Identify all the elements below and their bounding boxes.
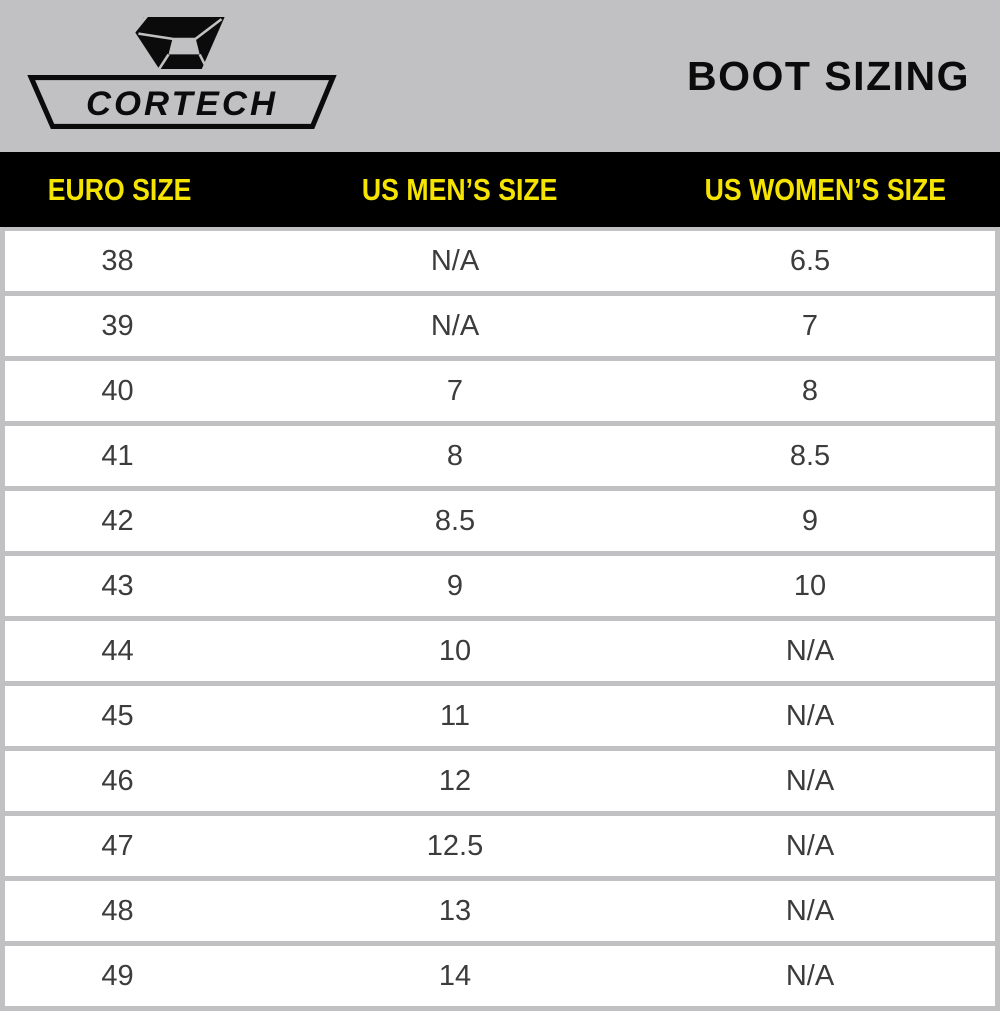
- cell-us-womens-size: 8.5: [789, 439, 831, 472]
- cell-us-womens-size: 7: [801, 309, 819, 342]
- cell-us-mens-size: 12.5: [426, 829, 484, 862]
- cell-us-mens-size: 8: [446, 439, 464, 472]
- cell-euro-size: 49: [101, 959, 134, 992]
- cortech-wordmark: [22, 74, 340, 132]
- cell-us-mens-size: N/A: [430, 244, 480, 277]
- cell-euro-size: 48: [101, 894, 134, 927]
- table-row: [5, 621, 995, 681]
- column-header-us-mens-size: US MEN’S SIZE: [362, 171, 558, 207]
- cortech-visor-emblem-icon: [22, 14, 340, 70]
- cell-us-womens-size: 9: [801, 504, 819, 537]
- table-row: [5, 751, 995, 811]
- table-row: [5, 946, 995, 1006]
- page-header: [0, 0, 1000, 152]
- cell-us-womens-size: 8: [801, 374, 819, 407]
- cell-euro-size: 40: [101, 374, 134, 407]
- footer-strip: [0, 1011, 1000, 1031]
- table-row: [5, 231, 995, 291]
- cell-euro-size: 43: [101, 569, 134, 602]
- cortech-wordmark-text: CORTECH: [85, 85, 279, 124]
- cell-us-mens-size: N/A: [430, 309, 480, 342]
- cell-us-mens-size: 9: [446, 569, 464, 602]
- table-row: [5, 361, 995, 421]
- column-header-euro-size: EURO SIZE: [48, 171, 192, 207]
- table-row: [5, 556, 995, 616]
- cell-us-mens-size: 10: [438, 634, 472, 667]
- cell-euro-size: 44: [101, 634, 134, 667]
- cell-us-mens-size: 7: [446, 374, 464, 407]
- table-header-row: [0, 152, 1000, 227]
- cell-us-womens-size: 6.5: [789, 244, 831, 277]
- cortech-logo: [22, 14, 340, 136]
- cell-us-womens-size: N/A: [785, 959, 835, 992]
- table-row: [5, 491, 995, 551]
- cell-euro-size: 42: [101, 504, 134, 537]
- page-title: BOOT SIZING: [687, 52, 970, 99]
- cell-us-mens-size: 13: [438, 894, 472, 927]
- cell-us-womens-size: N/A: [785, 894, 835, 927]
- cell-us-womens-size: 10: [793, 569, 827, 602]
- cell-euro-size: 45: [101, 699, 134, 732]
- cell-euro-size: 39: [101, 309, 134, 342]
- cell-us-mens-size: 8.5: [434, 504, 476, 537]
- cell-us-womens-size: N/A: [785, 634, 835, 667]
- table-row: [5, 296, 995, 356]
- size-table: [0, 227, 1000, 1011]
- cell-euro-size: 38: [101, 244, 134, 277]
- cell-us-mens-size: 14: [438, 959, 472, 992]
- table-row: [5, 816, 995, 876]
- cell-euro-size: 47: [101, 829, 134, 862]
- table-row: [5, 881, 995, 941]
- table-row: [5, 426, 995, 486]
- cell-us-mens-size: 11: [439, 699, 471, 732]
- cell-euro-size: 41: [101, 439, 134, 472]
- cell-us-womens-size: N/A: [785, 829, 835, 862]
- cell-us-mens-size: 12: [438, 764, 472, 797]
- cell-us-womens-size: N/A: [785, 764, 835, 797]
- column-header-us-womens-size: US WOMEN’S SIZE: [704, 171, 947, 207]
- cell-us-womens-size: N/A: [785, 699, 835, 732]
- table-row: [5, 686, 995, 746]
- cell-euro-size: 46: [101, 764, 134, 797]
